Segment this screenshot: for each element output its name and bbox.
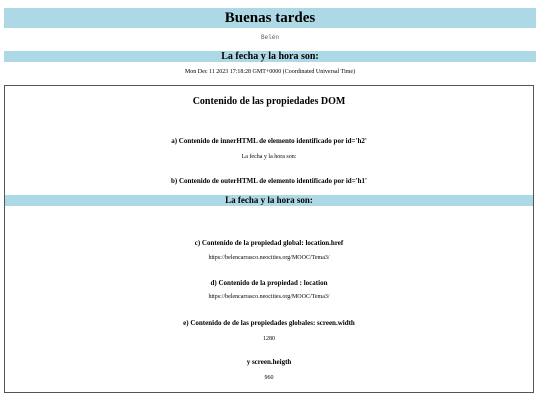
location-href-label: c) Contenido de la propiedad global: location.href bbox=[194, 239, 344, 247]
innerhtml-label: a) Contenido de innerHTML de elemento identificado por id='h2' bbox=[171, 137, 367, 145]
screen-height-label: y screen.heigth bbox=[246, 358, 292, 366]
outerhtml-label: b) Contenido de outerHTML de elemento identificado por id='h1' bbox=[171, 177, 367, 185]
outerhtml-value: La fecha y la hora son: bbox=[5, 195, 533, 206]
location-href-value: https://belencarrasco.neocities.org/MOOC/Tema3/ bbox=[208, 255, 330, 261]
innerhtml-value: La fecha y la hora son: bbox=[241, 154, 297, 160]
user-name: Belén bbox=[260, 34, 279, 41]
dom-properties-box bbox=[4, 85, 534, 393]
screen-width-label: e) Contenido de de las propiedades globales: screen.width bbox=[183, 319, 355, 327]
location-label: d) Contenido de la propiedad : location bbox=[210, 279, 328, 287]
screen-height-value: 960 bbox=[264, 375, 274, 381]
screen-width-value: 1280 bbox=[263, 336, 275, 342]
page-title: Buenas tardes bbox=[4, 8, 536, 28]
datetime-heading: La fecha y la hora son: bbox=[4, 51, 536, 62]
datetime-value: Mon Dec 11 2023 17:18:28 GMT+0000 (Coordinated Universal Time) bbox=[184, 69, 356, 75]
dom-section-title: Contenido de las propiedades DOM bbox=[192, 96, 346, 107]
location-value: https://belencarrasco.neocities.org/MOOC/Tema3/ bbox=[208, 294, 330, 300]
